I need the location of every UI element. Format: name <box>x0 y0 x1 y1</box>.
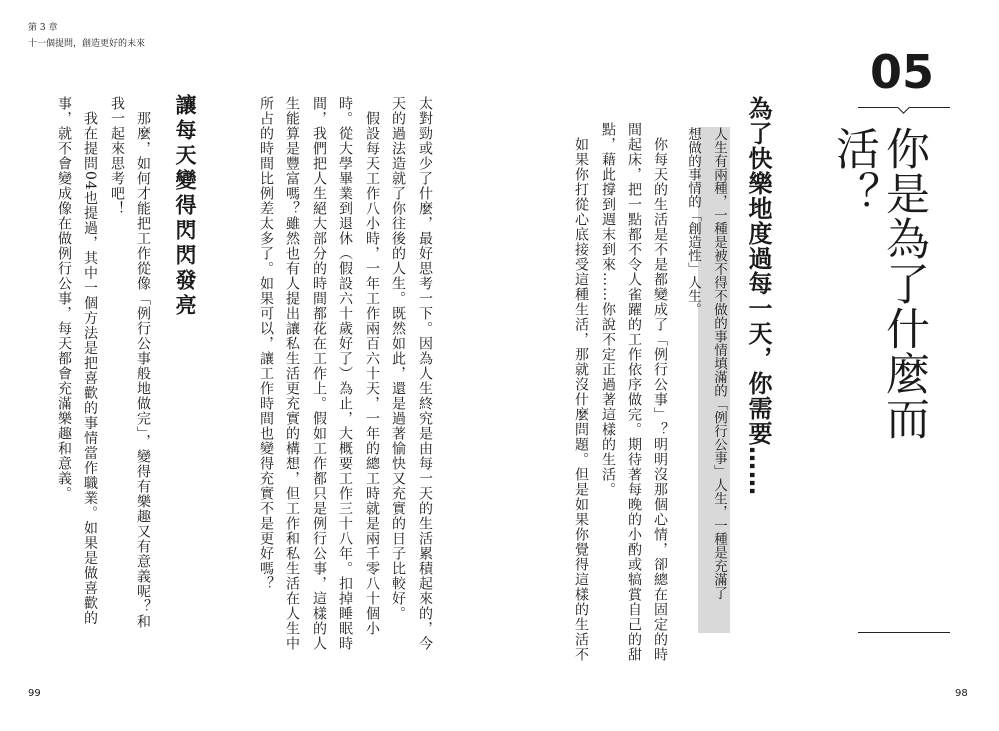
chapter-title: 你是為了什麼而活？ <box>828 126 929 441</box>
body-line: 那麼，如何才能把工作從像「例行公事般地做完」，變得有樂趣又有意義呢？和 <box>135 96 151 629</box>
body-line: 如果你打從心底接受這種生活，那就沒什麼問題。但是如果你覺得這樣的生活不 <box>573 122 589 662</box>
body-line: 假設每天工作八小時，一年工作兩百六十天，一年的總工時就是兩千零八十個小 <box>364 96 380 636</box>
body-line: 生能算是豐富嗎？雖然也有人提出讓私生活更充實的構想，但工作和私生活在人生中 <box>284 96 300 651</box>
body-line: 點，藉此撐到週末到來……你說不定正過著這樣的生活。 <box>600 122 616 497</box>
chapter-number: 05 <box>869 45 934 99</box>
divider-bottom <box>858 632 950 633</box>
body-line: 我一起來思考吧！ <box>109 96 125 216</box>
page-number-right: 98 <box>955 688 968 699</box>
divider-notch <box>897 101 910 114</box>
headline: 為了快樂地度過每一天，你需要…… <box>744 96 772 496</box>
body-line: 間，我們把人生絕大部分的時間都花在工作上。假如工作都只是例行公事，這樣的人 <box>311 96 327 651</box>
body-line: 事，就不會變成像在做例行公事，每天都會充滿樂趣和意義。 <box>56 96 72 501</box>
body-line: 你每天的生活是不是都變成了「例行公事」？明明沒那個心情，卻總在固定的時 <box>652 122 668 662</box>
body-line: 間起床，把一點都不令人雀躍的工作依序做完。期待著每晚的小酌或犒賞自己的甜 <box>626 122 642 662</box>
body-line: 天的過法造就了你往後的人生。既然如此，還是過著愉快又充實的日子比較好。 <box>390 96 406 621</box>
page-number-left: 99 <box>28 688 41 699</box>
book-section-title: 十一個提問，創造更好的未來 <box>28 39 146 49</box>
chapter-label: 第 3 章 <box>28 23 58 33</box>
body-line: 時。從大學畢業到退休（假設六十歲好了）為止，大概要工作三十八年。扣掉睡眠時 <box>337 96 353 651</box>
body-line: 我在提問04也提過，其中一個方法是把喜歡的事情當作職業。如果是做喜歡的 <box>82 96 98 626</box>
subheading: 讓每天變得閃閃發亮 <box>173 94 197 319</box>
body-line: 所占的時間比例差太多了。如果可以，讓工作時間也變得充實不是更好嗎？ <box>258 96 274 591</box>
body-line: 太對勁或少了什麼，最好思考一下。因為人生終究是由每一天的生活累積起來的，今 <box>417 96 433 651</box>
lead-line-1: 人生有兩種，一種是被不得不做的事情填滿的「例行公事」人生，一種是充滿了 <box>711 127 727 600</box>
lead-line-2: 想做的事情的「創造性」人生。 <box>685 127 701 316</box>
